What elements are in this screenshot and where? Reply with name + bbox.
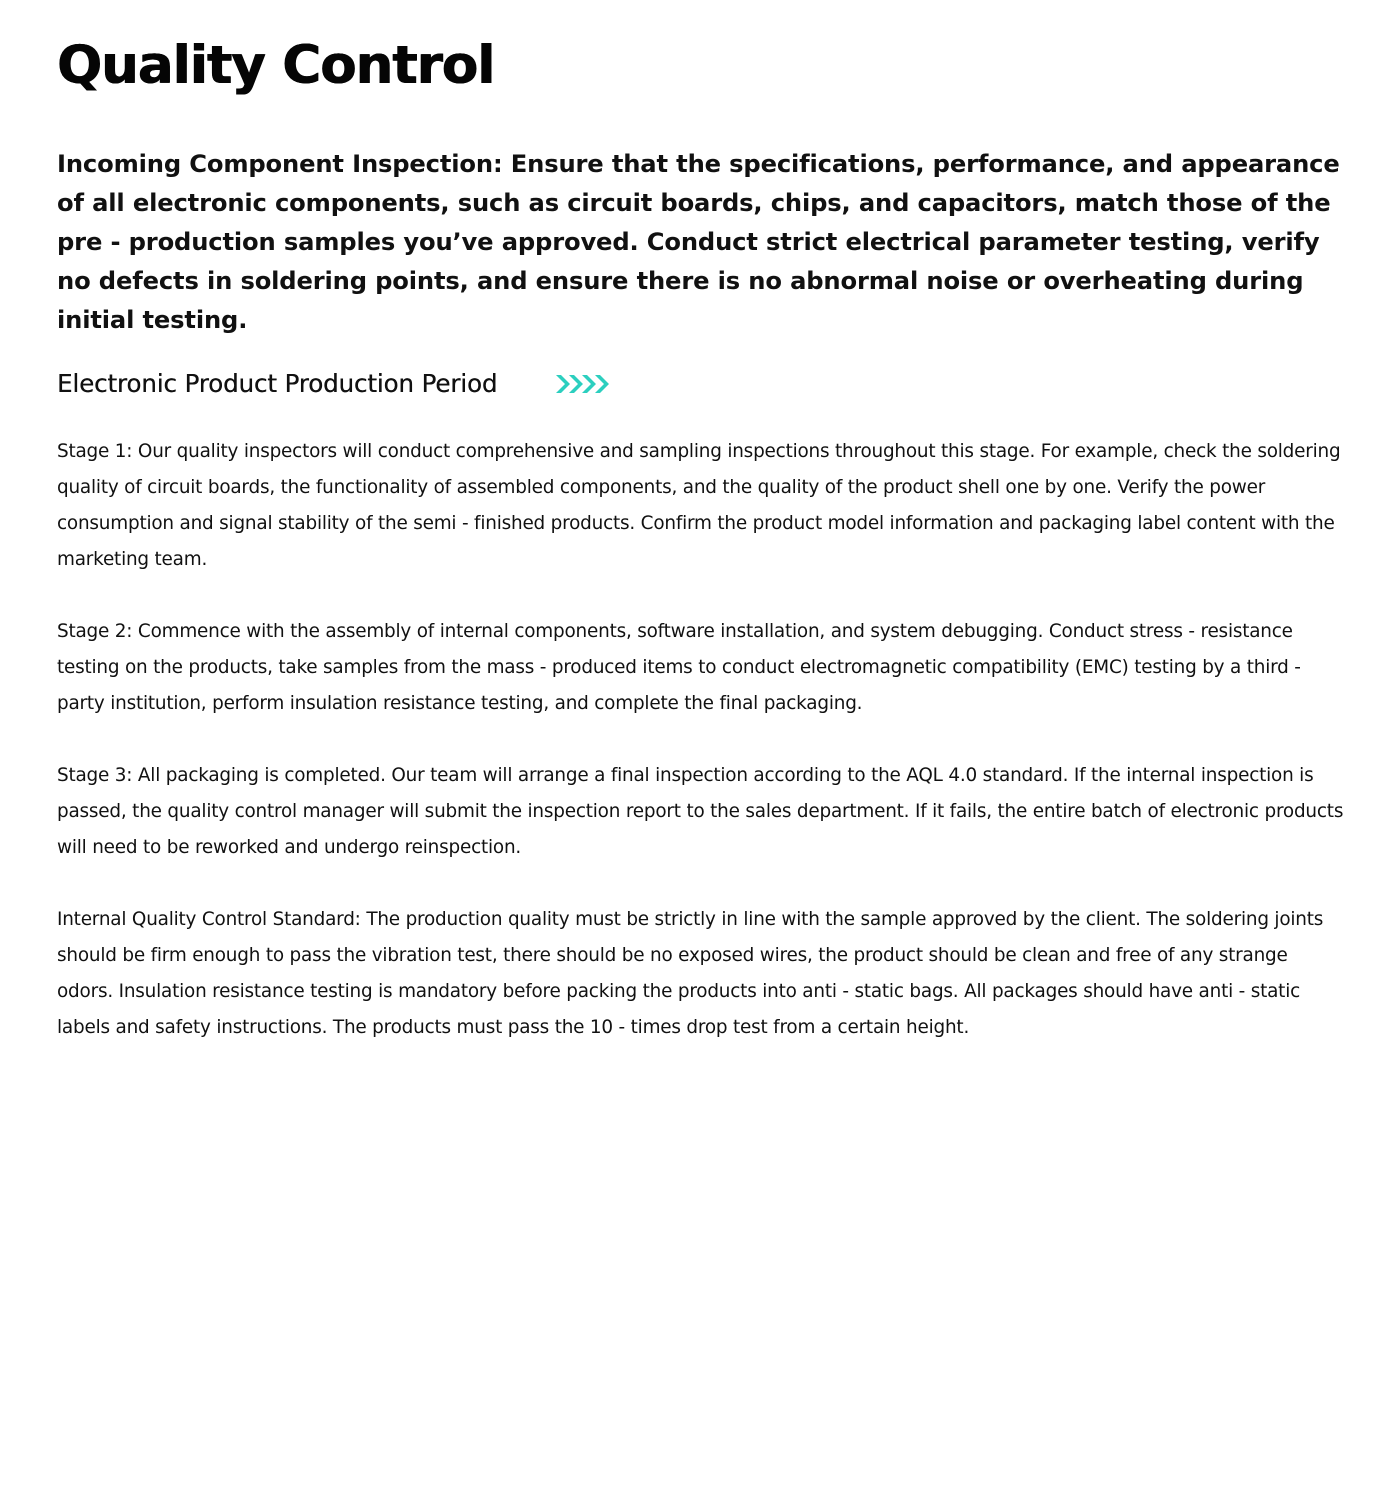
chevron-arrows-icon	[555, 374, 609, 394]
incoming-inspection-paragraph: Incoming Component Inspection: Ensure that the specifications, performance, and appearance of all electronic components, such as circuit boards, chips, and capacitors, match those of the pre - production samples you’ve approved. Conduct strict electrical parameter testing, verify no defects in soldering points, and ensure there is no abnormal noise or overheating during initial testing.	[57, 150, 1340, 334]
section-title: Electronic Product Production Period	[57, 369, 498, 398]
page-title: Quality Control	[57, 35, 495, 96]
stage-3-paragraph: Stage 3: All packaging is completed. Our team will arrange a final inspection according to the AQL 4.0 standard. If the internal inspection is passed, the quality control manager will submit the inspection report to the sales department. If it fails, the entire batch of electronic products will need to be reworked and undergo reinspection.	[57, 765, 1344, 858]
stage-2-paragraph: Stage 2: Commence with the assembly of internal components, software installation, and system debugging. Conduct stress - resistance testing on the products, take samples from the mass - produced items to conduct electromagnetic compatibility (EMC) testing by a third - party institution, perform insulation resistance testing, and complete the final packaging.	[57, 621, 1301, 714]
internal-quality-standard-paragraph: Internal Quality Control Standard: The production quality must be strictly in line with the sample approved by the client. The soldering joints should be firm enough to pass the vibration test, there should be no exposed wires, the product should be clean and free of any strange odors. Insulation resistance testing is mandatory before packing the products into anti - static bags. All packages should have anti - static labels and safety instructions. The products must pass the 10 - times drop test from a certain height.	[57, 909, 1324, 1038]
section-header	[57, 364, 609, 404]
stage-1-paragraph: Stage 1: Our quality inspectors will conduct comprehensive and sampling inspections throughout this stage. For example, check the soldering quality of circuit boards, the functionality of assembled components, and the quality of the product shell one by one. Verify the power consumption and signal stability of the semi - finished products. Confirm the product model information and packaging label content with the marketing team.	[57, 441, 1341, 570]
